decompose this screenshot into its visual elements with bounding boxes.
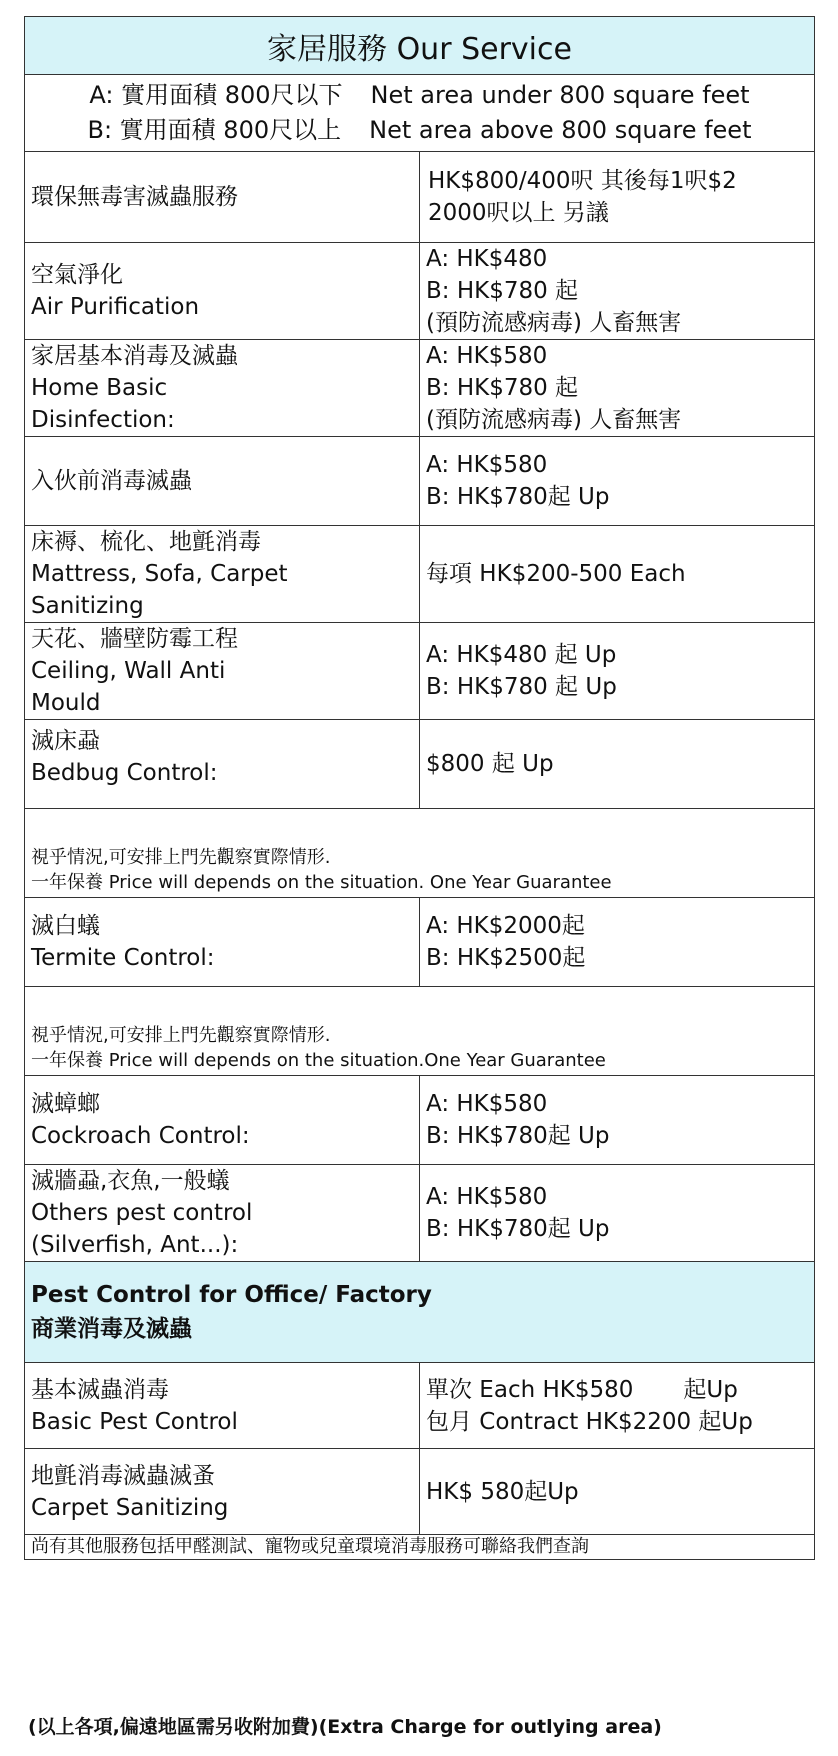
service-name: 滅蟑螂 Cockroach Control: — [25, 1076, 420, 1165]
service-price: A: HK$2000起 B: HK$2500起 — [420, 898, 815, 987]
service-name: 基本滅蟲消毒 Basic Pest Control — [25, 1363, 420, 1449]
service-row-cockroach — [25, 1076, 815, 1165]
service-price: 單次 Each HK$580 起Up 包月 Contract HK$2200 起Up — [420, 1363, 815, 1449]
office-title-zh: 商業消毒及滅蟲 — [31, 1316, 192, 1342]
service-name: 滅床蝨 Bedbug Control: — [25, 720, 420, 809]
service-name: 入伙前消毒滅蟲 — [25, 437, 420, 526]
service-name: 空氣淨化 Air Purification — [25, 243, 420, 340]
price-table — [24, 16, 815, 1560]
service-price: A: HK$580 B: HK$780起 Up — [420, 1165, 815, 1262]
service-name: 天花、牆壁防霉工程 Ceiling, Wall Anti Mould — [25, 623, 420, 720]
size-b-en: Net area above 800 square feet — [369, 116, 752, 144]
service-row-mattress — [25, 526, 815, 623]
service-row-air-purification — [25, 243, 815, 340]
office-section-header — [25, 1262, 815, 1363]
service-name: 環保無毒害滅蟲服務 — [25, 152, 420, 243]
service-name: 滅牆蝨,衣魚,一般蟻 Others pest control (Silverfish, Ant...): — [25, 1165, 420, 1262]
service-row-termite — [25, 898, 815, 987]
service-price: A: HK$480 B: HK$780 起 (預防流感病毒) 人畜無害 — [420, 243, 815, 340]
size-legend — [25, 75, 815, 152]
service-name: 滅白蟻 Termite Control: — [25, 898, 420, 987]
guarantee-note: 視乎情況,可安排上門先觀察實際情形. 一年保養 Price will depends on the situation.One Year Guarantee — [25, 987, 815, 1076]
size-a-zh: A: 實用面積 800尺以下 — [89, 81, 343, 109]
service-row-carpet — [25, 1449, 815, 1535]
service-row-eco — [25, 152, 815, 243]
service-price: A: HK$580 B: HK$780起 Up — [420, 437, 815, 526]
service-name: 家居基本消毒及滅蟲 Home Basic Disinfection: — [25, 340, 420, 437]
other-services-note: 尚有其他服務包括甲醛測試、寵物或兒童環境消毒服務可聯絡我們查詢 — [25, 1535, 815, 1560]
service-price: $800 起 Up — [420, 720, 815, 809]
service-price: A: HK$580 B: HK$780 起 (預防流感病毒) 人畜無害 — [420, 340, 815, 437]
office-title-en: Pest Control for Office/ Factory — [31, 1282, 432, 1308]
service-price: A: HK$480 起 Up B: HK$780 起 Up — [420, 623, 815, 720]
size-a-en: Net area under 800 square feet — [370, 81, 750, 109]
service-price: 每項 HK$200-500 Each — [420, 526, 815, 623]
service-price-sheet — [24, 16, 815, 1560]
page-title: 家居服務 Our Service — [25, 17, 815, 75]
service-row-move-in — [25, 437, 815, 526]
service-price: HK$800/400呎 其後每1呎$2 2000呎以上 另議 — [420, 152, 815, 243]
extra-charge-note: (以上各項,偏遠地區需另收附加費)(Extra Charge for outlying area) — [28, 1716, 662, 1738]
service-row-basic-pest — [25, 1363, 815, 1449]
service-name: 床褥、梳化、地氈消毒 Mattress, Sofa, Carpet Sanitizing — [25, 526, 420, 623]
service-row-ceiling — [25, 623, 815, 720]
service-row-home-basic — [25, 340, 815, 437]
service-name: 地氈消毒滅蟲滅蚤 Carpet Sanitizing — [25, 1449, 420, 1535]
service-price: A: HK$580 B: HK$780起 Up — [420, 1076, 815, 1165]
service-price: HK$ 580起Up — [420, 1449, 815, 1535]
service-row-bedbug — [25, 720, 815, 809]
size-b-zh: B: 實用面積 800尺以上 — [87, 116, 342, 144]
guarantee-note: 視乎情況,可安排上門先觀察實際情形. 一年保養 Price will depends on the situation. One Year Guarantee — [25, 809, 815, 898]
service-row-other-pests — [25, 1165, 815, 1262]
